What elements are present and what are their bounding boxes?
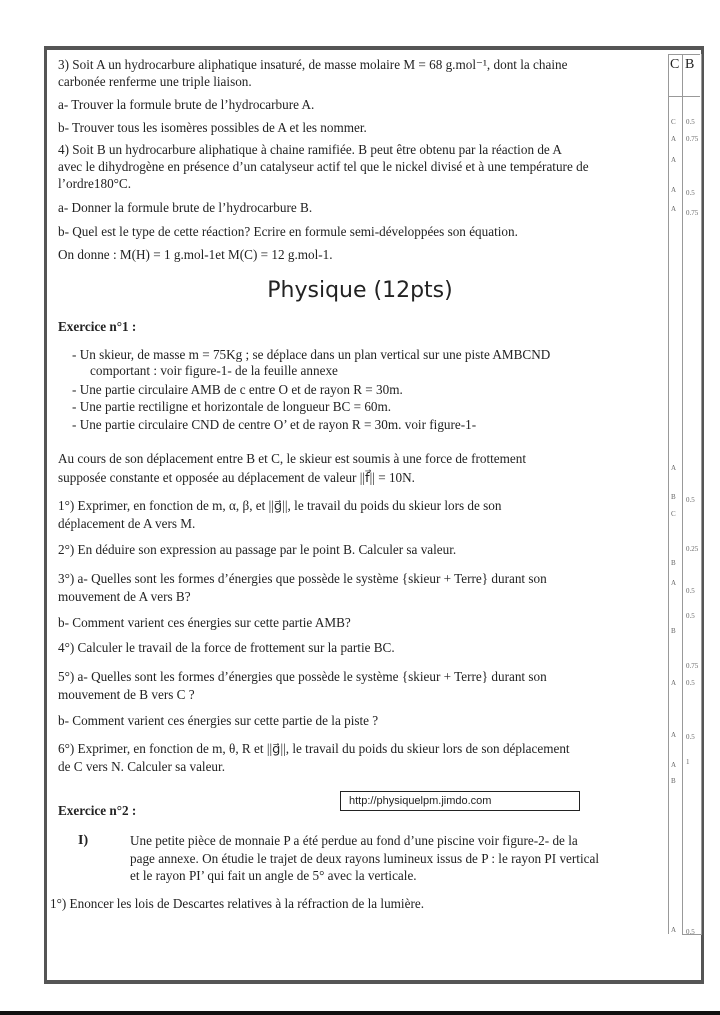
grading-mark-c: A (671, 186, 677, 194)
exercise1-line: 3°) a- Quelles sont les formes d’énergies que possède le système {skieur + Terre} durant son (58, 571, 547, 586)
ex2-line: page annexe. On étudie le trajet de deux rayons lumineux issus de P : le rayon PI vertical (130, 851, 599, 866)
exercise1-line: b- Comment varient ces énergies sur cette partie AMB? (58, 615, 351, 630)
grading-mark-b: 0.5 (686, 679, 695, 687)
grading-mark-b: 0.5 (686, 928, 695, 936)
url-box: http://physiquelpm.jimdo.com (340, 791, 580, 811)
exercise1-line: - Un skieur, de masse m = 75Kg ; se déplace dans un plan vertical sur une piste AMBCND (72, 347, 551, 362)
grading-mark-b: 0.5 (686, 496, 695, 504)
grading-mark-b: 0.5 (686, 189, 695, 197)
bottom-bar (0, 1011, 720, 1015)
grading-mark-b: 0.5 (686, 733, 695, 741)
exercise1-line: 5°) a- Quelles sont les formes d’énergies que possède le système {skieur + Terre} durant son (58, 669, 547, 684)
grading-mark-b: 0.75 (686, 135, 699, 143)
grading-mark-c: A (671, 579, 677, 587)
grading-mark-c: B (671, 777, 676, 785)
grading-mark-c: A (671, 761, 677, 769)
grading-mark-c: C (671, 118, 676, 126)
grading-mark-b: 0.5 (686, 118, 695, 126)
grading-mark-c: B (671, 559, 676, 567)
chem-q4b: b- Quel est le type de cette réaction? Ecrire en formule semi-développées son équation. (58, 224, 518, 239)
exercise1-line: comportant : voir figure-1- de la feuille annexe (90, 363, 338, 378)
grading-header-line (668, 96, 700, 97)
grading-mark-b: 0.25 (686, 545, 699, 553)
exercise1-line: 2°) En déduire son expression au passage par le point B. Calculer sa valeur. (58, 542, 457, 557)
exercise1-line: mouvement de B vers C ? (58, 687, 195, 702)
grading-mark-b: 0.75 (686, 209, 699, 217)
grading-header-line (668, 54, 700, 55)
chem-q3-line2: carbonée renferme une triple liaison. (58, 74, 252, 89)
grading-mark-c: A (671, 156, 677, 164)
exercise2-part: I) (78, 833, 89, 848)
grading-header-b: B (685, 57, 695, 72)
exercise1-line: de C vers N. Calculer sa valeur. (58, 759, 225, 774)
grading-column-b (682, 54, 702, 935)
grading-mark-b: 0.5 (686, 587, 695, 595)
grading-mark-c: A (671, 135, 677, 143)
grading-mark-c: A (671, 731, 677, 739)
chem-q3a: a- Trouver la formule brute de l’hydrocarbure A. (58, 97, 315, 112)
grading-mark-b: 0.5 (686, 612, 695, 620)
grading-mark-c: A (671, 926, 677, 934)
exercise1-line: mouvement de A vers B? (58, 589, 191, 604)
chem-q3-line1: 3) Soit A un hydrocarbure aliphatique insaturé, de masse molaire M = 68 g.mol⁻¹, dont la chaine (58, 57, 568, 72)
exercise1-line: Au cours de son déplacement entre B et C, le skieur est soumis à une force de frottement (58, 451, 527, 466)
exercise1-line: supposée constante et opposée au déplacement de valeur ||f⃗|| = 10N. (58, 470, 415, 485)
chem-given: On donne : M(H) = 1 g.mol-1et M(C) = 12 g.mol-1. (58, 247, 333, 262)
grading-mark-c: B (671, 627, 676, 635)
ex2-line: et le rayon PI’ qui fait un angle de 5° avec la verticale. (130, 868, 417, 883)
grading-header-c: C (670, 57, 680, 72)
chem-q4-line3: l’ordre180°C. (58, 176, 132, 191)
grading-mark-c: A (671, 205, 677, 213)
exercise1-line: 1°) Exprimer, en fonction de m, α, β, et ||g⃗||, le travail du poids du skieur lors de son (58, 498, 502, 513)
ex2-line: Une petite pièce de monnaie P a été perdue au fond d’une piscine voir figure-2- de la (130, 833, 578, 848)
grading-mark-b: 0.75 (686, 662, 699, 670)
exercise1-title: Exercice n°1 : (58, 319, 137, 334)
chem-q3b: b- Trouver tous les isomères possibles de A et les nommer. (58, 120, 367, 135)
chem-q4-line1: 4) Soit B un hydrocarbure aliphatique à chaine ramifiée. B peut être obtenu par la réaction de A (58, 142, 562, 157)
exercise1-line: - Une partie circulaire CND de centre O’ et de rayon R = 30m. voir figure-1- (72, 417, 477, 432)
grading-mark-c: C (671, 510, 676, 518)
exercise1-line: - Une partie rectiligne et horizontale de longueur BC = 60m. (72, 399, 392, 414)
grading-mark-c: B (671, 493, 676, 501)
grading-mark-b: 1 (686, 758, 690, 766)
exercise1-line: déplacement de A vers M. (58, 516, 196, 531)
exercise2-title: Exercice n°2 : (58, 803, 137, 818)
grading-mark-c: A (671, 679, 677, 687)
grading-mark-c: A (671, 464, 677, 472)
physics-title: Physique (12pts) (267, 278, 453, 303)
chem-q4-line2: avec le dihydrogène en présence d’un catalyseur actif tel que le nickel divisé et à une température de (58, 159, 589, 174)
exercise1-line: b- Comment varient ces énergies sur cette partie de la piste ? (58, 713, 379, 728)
chem-q4a: a- Donner la formule brute de l’hydrocarbure B. (58, 200, 313, 215)
exercise1-line: 6°) Exprimer, en fonction de m, θ, R et ||g⃗||, le travail du poids du skieur lors de son déplacement (58, 741, 570, 756)
exercise1-line: - Une partie circulaire AMB de c entre O et de rayon R = 30m. (72, 382, 403, 397)
ex2-q1: 1°) Enoncer les lois de Descartes relatives à la réfraction de la lumière. (50, 896, 424, 911)
exercise1-line: 4°) Calculer le travail de la force de frottement sur la partie BC. (58, 640, 395, 655)
